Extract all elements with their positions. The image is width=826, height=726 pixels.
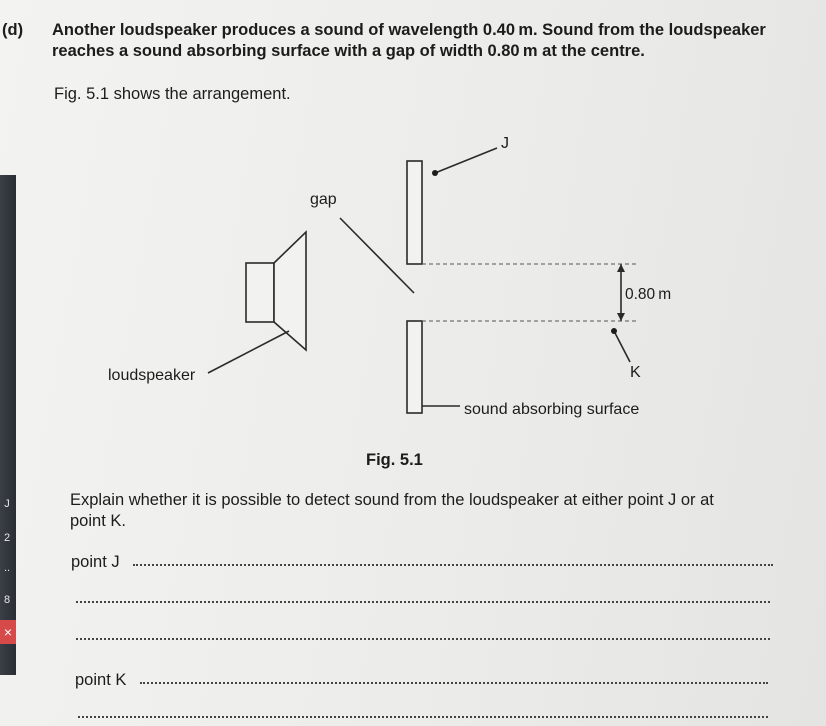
loudspeaker-cone [274, 232, 306, 350]
gap-width-label: 0.80 m [625, 286, 672, 303]
loudspeaker-box [246, 263, 274, 322]
gap-leader-line [340, 218, 414, 293]
edge-glyph-3[interactable]: .. [3, 562, 11, 574]
point-j-label: J [501, 135, 509, 152]
answer-line-j-3[interactable] [76, 638, 770, 640]
edge-glyph-4[interactable]: 8 [3, 594, 11, 606]
width-arrow-head-down [617, 313, 625, 321]
k-leader-line [614, 331, 630, 362]
point-k-dot [611, 328, 617, 334]
answer-line-j-2[interactable] [76, 601, 770, 603]
answer-line-j-1[interactable] [133, 564, 773, 566]
sound-absorbing-surface-label: sound absorbing surface [464, 401, 640, 418]
loudspeaker-leader-line [208, 331, 289, 373]
answer-line-k-2[interactable] [78, 716, 768, 718]
question-part-label: (d) [2, 21, 24, 39]
j-leader-line [435, 148, 497, 173]
point-k-answer-label: point K [75, 671, 127, 689]
gap-label: gap [310, 191, 337, 208]
upper-absorbing-wall [407, 161, 422, 264]
loudspeaker-label: loudspeaker [108, 367, 196, 384]
question-text-line-1: Another loudspeaker produces a sound of wavelength 0.40 m. Sound from the loudspeaker [52, 21, 766, 39]
point-j-dot [432, 170, 438, 176]
prompt-line-2: point K. [70, 512, 126, 530]
edge-glyph-2[interactable]: 2 [3, 532, 11, 544]
point-j-answer-label: point J [71, 553, 120, 571]
width-arrow-head-up [617, 264, 625, 272]
answer-line-k-1[interactable] [140, 682, 768, 684]
figure-intro: Fig. 5.1 shows the arrangement. [54, 85, 291, 103]
close-icon[interactable]: × [0, 620, 16, 644]
lower-absorbing-wall [407, 321, 422, 413]
edge-glyph-1[interactable]: J [4, 498, 10, 510]
point-k-label: K [630, 364, 641, 381]
prompt-line-1: Explain whether it is possible to detect sound from the loudspeaker at either point J or at [70, 491, 714, 509]
figure-caption: Fig. 5.1 [366, 451, 423, 469]
question-text-line-2: reaches a sound absorbing surface with a gap of width 0.80 m at the centre. [52, 42, 645, 60]
